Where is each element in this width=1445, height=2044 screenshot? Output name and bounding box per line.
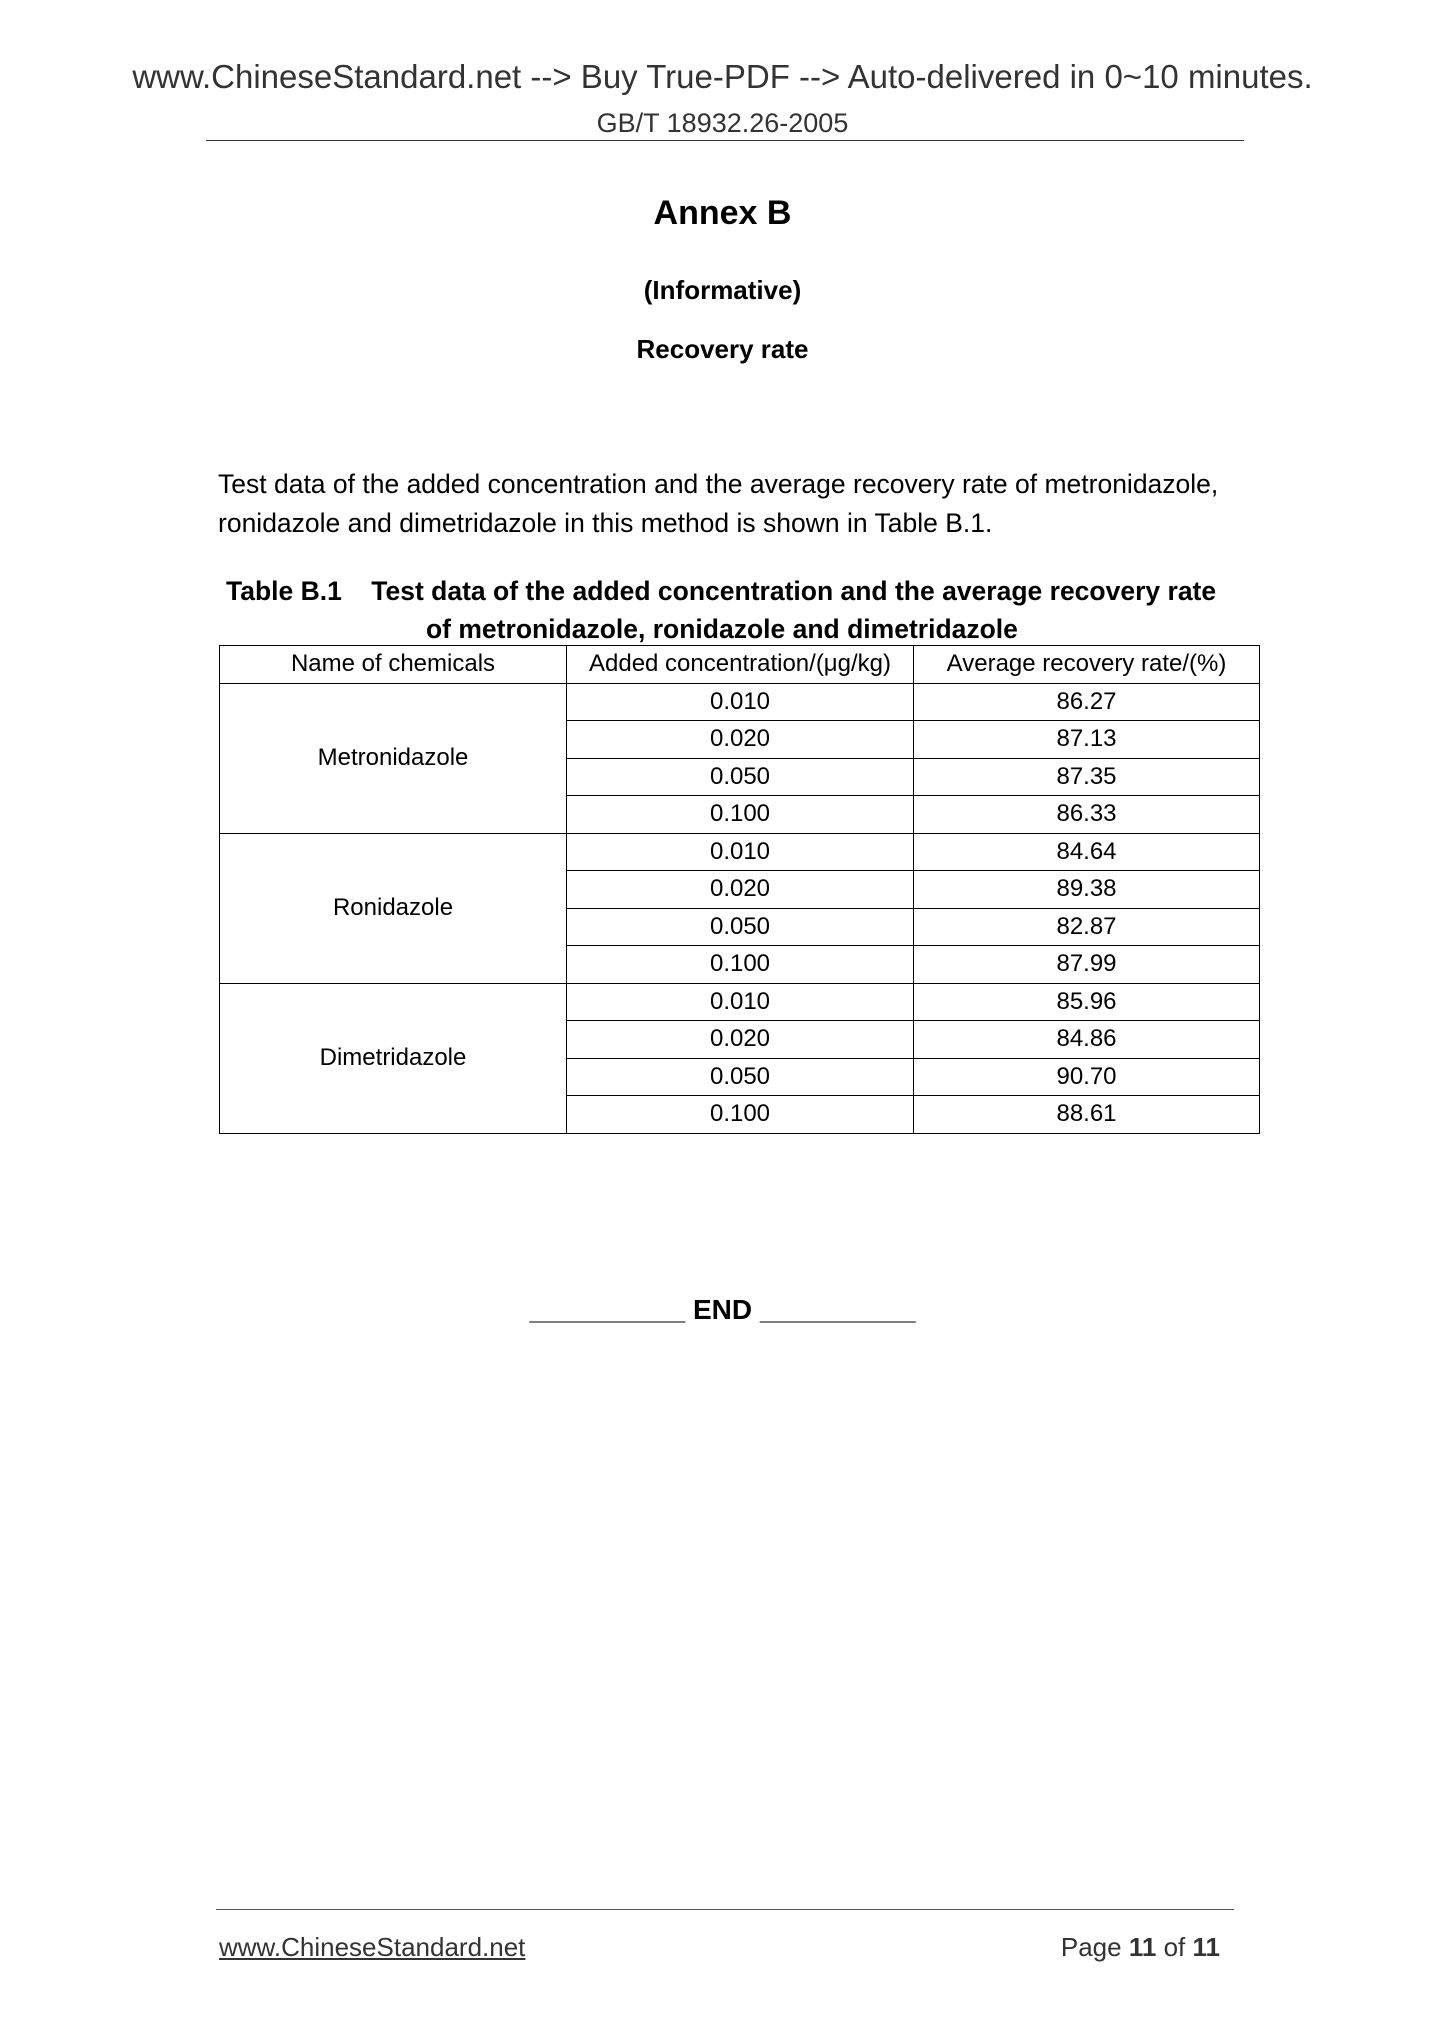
table-row [220, 833, 1260, 871]
page-total: 11 [1192, 1932, 1220, 1962]
concentration-cell: 0.100 [567, 1096, 914, 1134]
header-concentration: Added concentration/(μg/kg) [567, 646, 914, 684]
concentration-cell: 0.100 [567, 796, 914, 834]
concentration-cell: 0.050 [567, 758, 914, 796]
chemical-name: Metronidazole [220, 683, 567, 833]
recovery-cell: 86.33 [914, 796, 1260, 834]
concentration-cell: 0.020 [567, 871, 914, 909]
concentration-cell: 0.020 [567, 1021, 914, 1059]
footer-divider [216, 1909, 1234, 1910]
chemical-name: Ronidazole [220, 833, 567, 983]
annex-title: Annex B [653, 194, 792, 232]
concentration-cell: 0.010 [567, 983, 914, 1021]
table-caption [226, 572, 1226, 648]
recovery-cell: 82.87 [914, 908, 1260, 946]
recovery-cell: 84.86 [914, 1021, 1260, 1059]
recovery-cell: 87.13 [914, 721, 1260, 759]
table-row [220, 683, 1260, 721]
table-caption-line1: Table B.1 Test data of the added concentration and the average recovery rate [226, 576, 1217, 606]
recovery-cell: 90.70 [914, 1058, 1260, 1096]
table-header-row [220, 646, 1260, 684]
header-divider [206, 140, 1244, 141]
table-caption-line2: of metronidazole, ronidazole and dimetridazole [426, 614, 1018, 644]
recovery-cell: 84.64 [914, 833, 1260, 871]
concentration-cell: 0.050 [567, 1058, 914, 1096]
concentration-cell: 0.010 [567, 683, 914, 721]
header-recovery: Average recovery rate/(%) [914, 646, 1260, 684]
recovery-table [219, 645, 1260, 1134]
header-banner: www.ChineseStandard.net --> Buy True-PDF --> Auto-delivered in 0~10 minutes. [132, 58, 1313, 95]
table-row [220, 983, 1260, 1021]
concentration-cell: 0.050 [567, 908, 914, 946]
end-marker: __________ END __________ [529, 1294, 916, 1325]
page-of: of [1163, 1932, 1186, 1962]
concentration-cell: 0.100 [567, 946, 914, 984]
recovery-cell: 86.27 [914, 683, 1260, 721]
recovery-cell: 85.96 [914, 983, 1260, 1021]
recovery-cell: 88.61 [914, 1096, 1260, 1134]
page-indicator [1061, 1932, 1220, 1963]
footer-site-link[interactable]: www.ChineseStandard.net [219, 1932, 526, 1962]
recovery-cell: 87.99 [914, 946, 1260, 984]
page-current: 11 [1128, 1932, 1157, 1962]
page-prefix: Page [1060, 1932, 1122, 1962]
recovery-cell: 87.35 [914, 758, 1260, 796]
header-chemical: Name of chemicals [220, 646, 567, 684]
body-paragraph: Test data of the added concentration and the average recovery rate of metronidazole, ronidazole and dimetridazole in this method is shown in Table B.1. [218, 469, 1219, 538]
concentration-cell: 0.020 [567, 721, 914, 759]
annex-subject: Recovery rate [636, 334, 809, 364]
annex-type: (Informative) [643, 275, 802, 305]
recovery-cell: 89.38 [914, 871, 1260, 909]
concentration-cell: 0.010 [567, 833, 914, 871]
standard-number: GB/T 18932.26-2005 [596, 108, 849, 138]
chemical-name: Dimetridazole [220, 983, 567, 1133]
